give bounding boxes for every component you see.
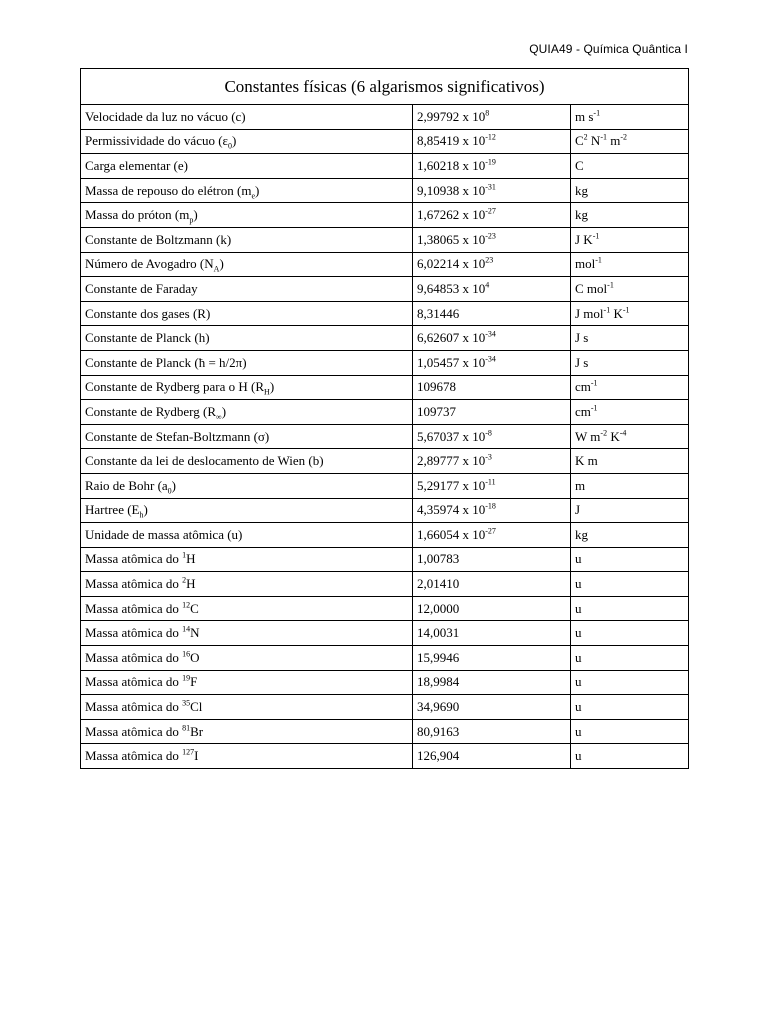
subscript-text: H: [264, 387, 270, 397]
constant-value-cell: [413, 301, 571, 326]
cell-text: C: [190, 600, 199, 616]
cell-text: 1,66054 x 10: [417, 526, 486, 542]
constant-unit-cell: [571, 326, 689, 351]
cell-text: 5,67037 x 10: [417, 428, 486, 444]
constant-value-cell: [413, 203, 571, 228]
course-header: QUIA49 - Química Quântica I: [529, 42, 688, 56]
cell-text: u: [575, 551, 582, 567]
constant-unit-cell: [571, 227, 689, 252]
cell-text: Massa atômica do: [85, 551, 183, 567]
table-row: [81, 277, 689, 302]
table-row: [81, 572, 689, 597]
table-row: [81, 744, 689, 769]
constant-unit-cell: [571, 719, 689, 744]
physical-constants-table: [80, 68, 689, 769]
constant-name-cell: [81, 154, 413, 179]
constant-value-cell: [413, 621, 571, 646]
constant-unit-cell: [571, 473, 689, 498]
subscript-text: e: [251, 191, 255, 201]
cell-text: m s: [575, 108, 594, 124]
constant-unit-cell: [571, 154, 689, 179]
cell-text: 12,0000: [417, 600, 460, 616]
cell-text: u: [575, 649, 582, 665]
cell-text: 34,9690: [417, 699, 460, 715]
constant-unit-cell: [571, 129, 689, 154]
cell-text: ): [255, 182, 260, 198]
constant-unit-cell: [571, 301, 689, 326]
constant-name-cell: [81, 277, 413, 302]
superscript-text: -31: [485, 182, 496, 192]
table-row: [81, 719, 689, 744]
constant-name-cell: [81, 449, 413, 474]
constant-value-cell: [413, 744, 571, 769]
cell-text: 14,0031: [417, 625, 460, 641]
superscript-text: -23: [485, 231, 496, 241]
constant-value-cell: [413, 523, 571, 548]
cell-text: 8,85419 x 10: [417, 133, 486, 149]
table-row: [81, 252, 689, 277]
table-row: [81, 400, 689, 425]
constant-value-cell: [413, 129, 571, 154]
constant-value-cell: [413, 498, 571, 523]
constant-value-cell: [413, 277, 571, 302]
cell-text: C: [575, 133, 584, 149]
constant-value-cell: [413, 178, 571, 203]
cell-text: kg: [575, 207, 588, 223]
cell-text: Carga elementar (e): [85, 157, 188, 173]
superscript-text: -1: [590, 379, 598, 388]
cell-text: u: [575, 674, 582, 690]
cell-text: 5,29177 x 10: [417, 477, 486, 493]
constant-name-cell: [81, 670, 413, 695]
constant-value-cell: [413, 695, 571, 720]
cell-text: ): [219, 256, 224, 272]
constant-name-cell: [81, 350, 413, 375]
superscript-text: 4: [485, 280, 490, 290]
cell-text: 2,01410: [417, 576, 460, 592]
subscript-text: p: [189, 215, 194, 225]
superscript-text: -19: [485, 157, 496, 167]
table-body: [81, 105, 689, 769]
subscript-text: h: [139, 510, 144, 520]
cell-text: ): [143, 502, 148, 518]
table-row: [81, 227, 689, 252]
cell-text: m: [606, 133, 621, 149]
constant-unit-cell: [571, 252, 689, 277]
table-row: [81, 178, 689, 203]
cell-text: u: [575, 699, 582, 715]
constant-value-cell: [413, 449, 571, 474]
cell-text: C: [575, 157, 584, 173]
superscript-text: 16: [182, 649, 191, 659]
cell-text: Massa atômica do: [85, 600, 183, 616]
cell-text: cm: [575, 403, 591, 419]
subscript-text: A: [213, 264, 220, 274]
constant-unit-cell: [571, 498, 689, 523]
cell-text: J mol: [575, 305, 604, 321]
superscript-text: -1: [600, 133, 607, 143]
constant-name-cell: [81, 105, 413, 130]
cell-text: J: [575, 502, 581, 518]
table-row: [81, 621, 689, 646]
superscript-text: -34: [485, 329, 496, 339]
superscript-text: 81: [182, 723, 191, 733]
constant-value-cell: [413, 547, 571, 572]
cell-text: m: [575, 477, 586, 493]
constant-name-cell: [81, 203, 413, 228]
table-row: [81, 301, 689, 326]
constant-value-cell: [413, 719, 571, 744]
cell-text: C mol: [575, 280, 608, 296]
table-row: [81, 424, 689, 449]
constant-name-cell: [81, 400, 413, 425]
cell-text: 8,31446: [417, 305, 460, 321]
cell-text: Massa atômica do: [85, 699, 183, 715]
constant-name-cell: [81, 547, 413, 572]
cell-text: Constante de Stefan-Boltzmann (σ): [85, 428, 270, 444]
cell-text: Constante dos gases (R): [85, 305, 211, 321]
superscript-text: 19: [182, 674, 191, 684]
constant-unit-cell: [571, 670, 689, 695]
cell-text: Br: [190, 723, 204, 739]
cell-text: u: [575, 723, 582, 739]
constant-unit-cell: [571, 572, 689, 597]
constant-unit-cell: [571, 547, 689, 572]
superscript-text: -1: [590, 403, 598, 413]
constant-value-cell: [413, 400, 571, 425]
constant-name-cell: [81, 498, 413, 523]
constant-value-cell: [413, 424, 571, 449]
cell-text: Massa atômica do: [85, 674, 183, 690]
constant-unit-cell: [571, 449, 689, 474]
cell-text: 2,89777 x 10: [417, 453, 486, 469]
cell-text: 109678: [417, 379, 456, 395]
cell-text: 6,02214 x 10: [417, 256, 486, 272]
superscript-text: 2: [583, 133, 588, 143]
cell-text: H: [186, 551, 196, 567]
superscript-text: 23: [485, 256, 494, 266]
table-row: [81, 350, 689, 375]
cell-text: 2,99792 x 10: [417, 108, 486, 124]
cell-text: Constante de Planck (h): [85, 330, 210, 346]
constant-value-cell: [413, 227, 571, 252]
constant-name-cell: [81, 695, 413, 720]
cell-text: u: [575, 625, 582, 641]
constant-name-cell: [81, 227, 413, 252]
table-row: [81, 596, 689, 621]
cell-text: O: [190, 649, 200, 665]
cell-text: N: [587, 133, 601, 149]
table-row: [81, 129, 689, 154]
table-row: [81, 695, 689, 720]
table-row: [81, 473, 689, 498]
constant-unit-cell: [571, 695, 689, 720]
superscript-text: -4: [619, 428, 627, 438]
cell-text: Massa atômica do: [85, 723, 183, 739]
cell-text: F: [190, 674, 198, 690]
cell-text: ): [221, 403, 227, 419]
superscript-text: -3: [485, 452, 492, 462]
superscript-text: -34: [485, 354, 496, 364]
cell-text: Massa atômica do: [85, 748, 183, 764]
cell-text: W m: [575, 428, 601, 444]
constant-unit-cell: [571, 277, 689, 302]
superscript-text: 127: [182, 747, 195, 757]
cell-text: u: [575, 600, 582, 616]
superscript-text: -1: [595, 256, 602, 266]
cell-text: Constante de Rydberg (R: [85, 403, 217, 419]
cell-text: 9,10938 x 10: [417, 182, 486, 198]
cell-text: 1,38065 x 10: [417, 231, 486, 247]
superscript-text: -27: [485, 526, 496, 536]
superscript-text: -1: [622, 305, 630, 315]
constant-value-cell: [413, 670, 571, 695]
table-row: [81, 375, 689, 400]
table-row: [81, 547, 689, 572]
constant-unit-cell: [571, 621, 689, 646]
cell-text: 15,9946: [417, 649, 460, 665]
constant-value-cell: [413, 473, 571, 498]
cell-text: Velocidade da luz no vácuo (c): [85, 108, 246, 124]
table-row: [81, 523, 689, 548]
constant-name-cell: [81, 424, 413, 449]
constant-value-cell: [413, 596, 571, 621]
constant-name-cell: [81, 473, 413, 498]
cell-text: cm: [575, 379, 591, 395]
cell-text: Massa atômica do: [85, 576, 183, 592]
cell-text: 1,60218 x 10: [417, 157, 486, 173]
constant-unit-cell: [571, 646, 689, 671]
superscript-text: -1: [593, 108, 601, 118]
constant-value-cell: [413, 572, 571, 597]
constant-name-cell: [81, 744, 413, 769]
cell-text: Raio de Bohr (a: [85, 477, 168, 493]
constant-name-cell: [81, 572, 413, 597]
constant-unit-cell: [571, 350, 689, 375]
constant-unit-cell: [571, 744, 689, 769]
table-row: [81, 154, 689, 179]
cell-text: Massa atômica do: [85, 649, 183, 665]
constant-name-cell: [81, 375, 413, 400]
cell-text: kg: [575, 526, 588, 542]
constant-unit-cell: [571, 523, 689, 548]
table-row: [81, 449, 689, 474]
subscript-text: 0: [167, 486, 172, 496]
cell-text: mol: [575, 256, 596, 272]
constant-unit-cell: [571, 203, 689, 228]
constant-name-cell: [81, 719, 413, 744]
constant-name-cell: [81, 596, 413, 621]
constant-value-cell: [413, 105, 571, 130]
cell-text: K m: [575, 453, 598, 469]
cell-text: N: [190, 625, 200, 641]
constant-unit-cell: [571, 105, 689, 130]
cell-text: Massa de repouso do elétron (m: [85, 182, 252, 198]
cell-text: 1,00783: [417, 551, 460, 567]
table-title: Constantes físicas (6 algarismos significativos): [81, 69, 689, 105]
superscript-text: 14: [182, 624, 191, 634]
cell-text: K: [607, 428, 620, 444]
superscript-text: -1: [607, 280, 614, 290]
cell-text: 80,9163: [417, 723, 460, 739]
cell-text: 4,35974 x 10: [417, 502, 486, 518]
superscript-text: 2: [182, 575, 187, 585]
superscript-text: -27: [485, 206, 496, 216]
constant-value-cell: [413, 350, 571, 375]
cell-text: I: [194, 748, 199, 764]
cell-text: Permissividade do vácuo (ε: [85, 133, 229, 149]
cell-text: Constante de Boltzmann (k): [85, 231, 232, 247]
constant-name-cell: [81, 252, 413, 277]
constant-name-cell: [81, 621, 413, 646]
cell-text: u: [575, 576, 582, 592]
cell-text: J s: [575, 330, 589, 346]
cell-text: Constante de Planck (ħ = h/2π): [85, 354, 247, 370]
table-row: [81, 646, 689, 671]
cell-text: 18,9984: [417, 674, 460, 690]
constant-value-cell: [413, 646, 571, 671]
cell-text: Constante de Rydberg para o H (R: [85, 379, 265, 395]
superscript-text: -18: [485, 501, 496, 511]
cell-text: 9,64853 x 10: [417, 280, 486, 296]
table-row: [81, 498, 689, 523]
superscript-text: 1: [182, 551, 187, 561]
cell-text: ): [269, 379, 275, 395]
table-row: [81, 326, 689, 351]
constant-unit-cell: [571, 400, 689, 425]
cell-text: Constante de Faraday: [85, 280, 198, 296]
superscript-text: -2: [600, 428, 608, 438]
cell-text: ): [232, 133, 237, 149]
constant-unit-cell: [571, 596, 689, 621]
superscript-text: 35: [182, 698, 191, 708]
cell-text: 126,904: [417, 748, 460, 764]
constant-name-cell: [81, 326, 413, 351]
cell-text: 6,62607 x 10: [417, 330, 486, 346]
constant-value-cell: [413, 154, 571, 179]
constant-name-cell: [81, 301, 413, 326]
constant-name-cell: [81, 129, 413, 154]
cell-text: Unidade de massa atômica (u): [85, 526, 243, 542]
cell-text: Constante da lei de deslocamento de Wien (b): [85, 453, 324, 469]
superscript-text: -11: [485, 477, 496, 487]
superscript-text: 8: [485, 108, 490, 118]
constant-value-cell: [413, 375, 571, 400]
superscript-text: -8: [485, 428, 492, 438]
subscript-text: 0: [228, 141, 233, 151]
cell-text: 1,05457 x 10: [417, 354, 486, 370]
cell-text: K: [610, 305, 623, 321]
cell-text: kg: [575, 182, 588, 198]
cell-text: 1,67262 x 10: [417, 207, 486, 223]
cell-text: ): [171, 477, 177, 493]
constant-value-cell: [413, 326, 571, 351]
table-row: [81, 105, 689, 130]
cell-text: Massa do próton (m: [85, 207, 190, 223]
superscript-text: -2: [620, 133, 628, 143]
constant-value-cell: [413, 252, 571, 277]
constant-unit-cell: [571, 178, 689, 203]
table-row: [81, 670, 689, 695]
subscript-text: ∞: [216, 412, 222, 422]
constant-name-cell: [81, 178, 413, 203]
cell-text: H: [186, 576, 196, 592]
superscript-text: -12: [485, 133, 496, 143]
cell-text: 109737: [417, 403, 456, 419]
cell-text: Cl: [190, 699, 203, 715]
cell-text: J K: [575, 231, 593, 247]
cell-text: u: [575, 748, 582, 764]
constant-name-cell: [81, 646, 413, 671]
superscript-text: -1: [603, 305, 611, 315]
superscript-text: -1: [592, 231, 600, 241]
cell-text: Hartree (E: [85, 502, 140, 518]
table-title-row: [81, 69, 689, 105]
constant-name-cell: [81, 523, 413, 548]
constant-unit-cell: [571, 375, 689, 400]
cell-text: ): [193, 207, 198, 223]
constant-unit-cell: [571, 424, 689, 449]
cell-text: J s: [575, 354, 589, 370]
table-row: [81, 203, 689, 228]
superscript-text: 12: [182, 600, 191, 610]
cell-text: Massa atômica do: [85, 625, 183, 641]
cell-text: Número de Avogadro (N: [85, 256, 214, 272]
